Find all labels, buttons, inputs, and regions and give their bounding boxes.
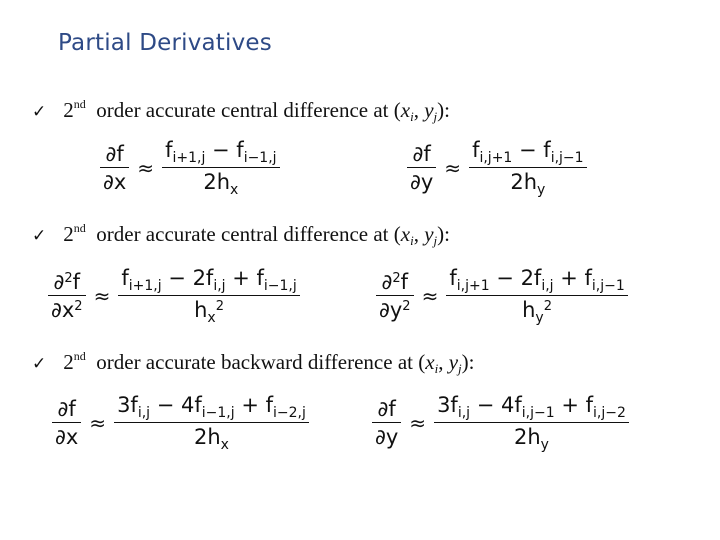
derivative-denominator: ∂y <box>410 170 434 194</box>
derivative-numerator: ∂$^2$f <box>53 270 81 294</box>
point-x-index: i <box>410 109 414 124</box>
check-icon: ✓ <box>32 102 47 122</box>
difference-fraction <box>162 138 280 198</box>
order-number: 2 <box>63 222 74 246</box>
derivative-numerator: ∂$^2$f <box>381 270 409 294</box>
equation-dfdy-backward <box>372 393 629 453</box>
difference-numerator: $f_{i+1,j} - f_{i-1,j}$ <box>165 138 277 166</box>
equation-dfdx-central <box>100 138 280 198</box>
equation-d2fdx2-central <box>48 266 300 326</box>
derivative-fraction <box>376 270 414 322</box>
point-x-index: i <box>434 361 439 376</box>
difference-denominator: $2h_x$ <box>193 425 229 453</box>
difference-numerator: $3f_{i,j} - 4f_{i-1,j} + f_{i-2,j}$ <box>117 393 306 421</box>
approx-symbol: ≈ <box>89 411 107 435</box>
point-y-index: j <box>458 361 462 376</box>
approx-symbol: ≈ <box>409 411 427 435</box>
bullet-3 <box>32 350 474 377</box>
difference-fraction <box>114 393 309 453</box>
point-y: y <box>448 350 459 374</box>
page-title: Partial Derivatives <box>58 30 272 56</box>
difference-numerator: $f_{i,j+1} - f_{i,j-1}$ <box>472 138 584 166</box>
point-comma: , <box>413 98 425 122</box>
difference-denominator: $h_x^2$ <box>194 298 224 326</box>
bullet-text: order accurate backward difference at ( <box>96 350 426 374</box>
derivative-denominator: ∂x <box>103 170 127 194</box>
equation-d2fdy2-central <box>376 266 628 326</box>
bullet-text: order accurate central difference at ( <box>96 222 401 246</box>
derivative-numerator: ∂f <box>105 142 124 166</box>
approx-symbol: ≈ <box>137 156 155 180</box>
check-icon: ✓ <box>32 354 47 374</box>
approx-symbol: ≈ <box>93 284 111 308</box>
derivative-fraction <box>52 397 81 449</box>
derivative-numerator: ∂f <box>57 397 76 421</box>
derivative-numerator: ∂f <box>377 397 396 421</box>
point-comma: , <box>413 222 425 246</box>
point-x: x <box>400 222 411 246</box>
derivative-denominator: ∂x <box>55 425 79 449</box>
equation-dfdx-backward <box>52 393 309 453</box>
check-icon: ✓ <box>32 226 47 246</box>
point-y-index: j <box>433 233 438 248</box>
derivative-denominator: ∂y <box>375 425 399 449</box>
order-suffix: nd <box>73 349 86 363</box>
difference-numerator: $3f_{i,j} - 4f_{i,j-1} + f_{i,j-2}$ <box>437 393 626 421</box>
bullet-2 <box>32 222 450 249</box>
difference-numerator: $f_{i+1,j} - 2f_{i,j} + f_{i-1,j}$ <box>121 266 297 294</box>
point-close: ): <box>437 222 450 246</box>
difference-denominator: $2h_y$ <box>513 425 549 453</box>
point-y: y <box>424 98 434 122</box>
derivative-fraction <box>48 270 86 322</box>
approx-symbol: ≈ <box>444 156 462 180</box>
approx-symbol: ≈ <box>421 284 439 308</box>
order-suffix: nd <box>73 221 86 235</box>
point-x: x <box>425 350 435 374</box>
derivative-numerator: ∂f <box>412 142 431 166</box>
difference-numerator: $f_{i,j+1} - 2f_{i,j} + f_{i,j-1}$ <box>449 266 625 294</box>
point-close: ): <box>461 350 475 374</box>
equation-dfdy-central <box>407 138 587 198</box>
difference-fraction <box>469 138 587 198</box>
difference-fraction <box>446 266 627 326</box>
point-comma: , <box>438 350 449 374</box>
bullet-text: order accurate central difference at ( <box>96 98 401 122</box>
point-x-index: i <box>410 233 414 248</box>
order-suffix: nd <box>73 97 86 111</box>
derivative-denominator: $\partial x^2$ <box>51 298 83 322</box>
order-number: 2 <box>63 98 74 122</box>
difference-denominator: $h_y^2$ <box>522 298 552 326</box>
difference-fraction <box>434 393 629 453</box>
derivative-fraction <box>100 142 129 194</box>
point-y-index: j <box>433 109 438 124</box>
order-number: 2 <box>63 350 74 374</box>
derivative-fraction <box>372 397 401 449</box>
point-close: ): <box>437 98 450 122</box>
point-x: x <box>400 98 411 122</box>
bullet-1 <box>32 98 450 125</box>
derivative-fraction <box>407 142 436 194</box>
difference-denominator: $2h_x$ <box>203 170 239 198</box>
difference-fraction <box>118 266 299 326</box>
difference-denominator: $2h_y$ <box>510 170 546 198</box>
derivative-denominator: $\partial y^2$ <box>379 298 411 322</box>
point-y: y <box>424 222 434 246</box>
